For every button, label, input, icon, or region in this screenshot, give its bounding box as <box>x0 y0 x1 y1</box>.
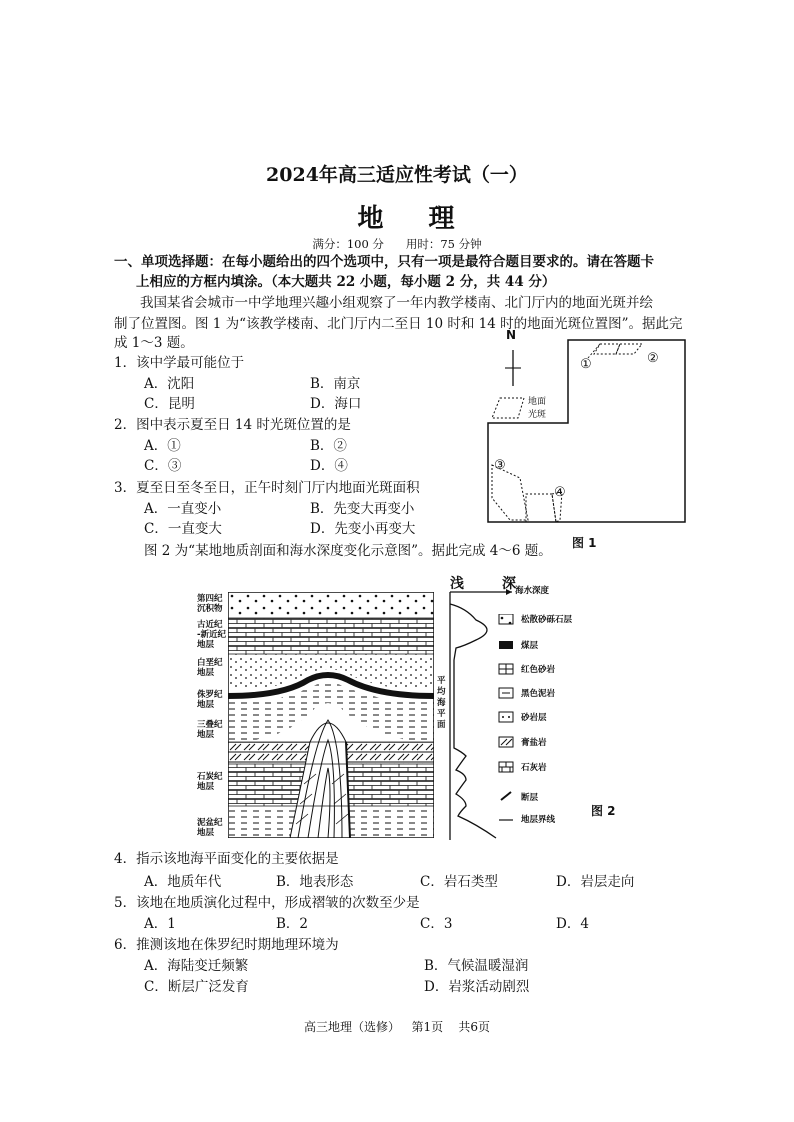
stratum-label-cretaceous: 白垩纪 地层 <box>197 658 223 678</box>
marker-4: ④ <box>554 485 566 500</box>
legend-spot-shape <box>492 398 524 418</box>
legend-gypsum: 膏盐岩 <box>521 738 547 748</box>
question-6-option-c[interactable]: C．断层广泛发育 <box>144 979 249 995</box>
legend-limestone: 石灰岩 <box>521 763 547 773</box>
stratum-label-carboniferous: 石炭纪 地层 <box>197 772 223 792</box>
stratum-label-paleogene: 古近纪 -新近纪 地层 <box>197 620 227 650</box>
stratum-label-jurassic: 侏罗纪 地层 <box>197 690 223 710</box>
question-6-stem: 6．推测该地在侏罗纪时期地理环境为 <box>114 937 339 953</box>
question-2-stem: 2．图中表示夏至日 14 时光斑位置的是 <box>114 417 351 433</box>
legend-coal: 煤层 <box>521 641 539 651</box>
question-3-option-a[interactable]: A．一直变小 <box>144 501 222 517</box>
page-footer: 高三地理（选修） 第1页 共6页 <box>304 1020 490 1034</box>
legend-gypsum-swatch <box>499 737 513 747</box>
question-6-option-d[interactable]: D．岩浆活动剧烈 <box>424 979 530 995</box>
question-1-option-b[interactable]: B．南京 <box>310 376 361 392</box>
question-3-option-c[interactable]: C．一直变大 <box>144 521 222 537</box>
legend-fault-swatch <box>501 792 511 800</box>
legend-boundary: 地层界线 <box>521 815 556 825</box>
legend-black-mudstone: 黑色泥岩 <box>521 689 556 699</box>
marker-2: ② <box>647 351 659 366</box>
legend-red-sandstone: 红色砂岩 <box>521 665 556 675</box>
question-1-option-c[interactable]: C．昆明 <box>144 396 195 412</box>
question-3-option-b[interactable]: B．先变大再变小 <box>310 501 415 517</box>
question-1-option-a[interactable]: A．沈阳 <box>144 376 195 392</box>
intro1-line1: 我国某省会城市一中学地理兴趣小组观察了一年内教学楼南、北门厅内的地面光斑并绘 <box>140 295 653 311</box>
question-5-stem: 5．该地在地质演化过程中，形成褶皱的次数至少是 <box>114 895 420 911</box>
legend-gravel-swatch <box>499 614 513 624</box>
stratum-label-devonian: 泥盆纪 地层 <box>197 818 223 838</box>
subject-title: 地 理 <box>357 204 473 234</box>
stratum-label-quaternary: 第四纪 沉积物 <box>197 594 223 614</box>
exam-meta: 满分：100 分 用时：75 分钟 <box>312 237 482 251</box>
legend-gravel: 松散砂砾石层 <box>521 615 573 625</box>
legend-sandstone: 砂岩层 <box>521 713 547 723</box>
stratum-quaternary <box>228 592 434 618</box>
question-6-option-b[interactable]: B．气候温暖湿润 <box>424 958 529 974</box>
question-2-option-a[interactable]: A．① <box>144 438 181 454</box>
question-3-stem: 3．夏至日至冬至日，正午时刻门厅内地面光斑面积 <box>114 480 420 496</box>
question-4-stem: 4．指示该地海平面变化的主要依据是 <box>114 851 339 867</box>
question-2-option-d[interactable]: D．④ <box>310 458 348 474</box>
deep-label: 深 <box>502 576 516 592</box>
exam-title: 2024年高三适应性考试（一） <box>266 164 528 186</box>
question-2-option-c[interactable]: C．③ <box>144 458 182 474</box>
marker-1: ① <box>580 357 592 372</box>
question-4-option-c[interactable]: C．岩石类型 <box>420 874 498 890</box>
marker-3: ③ <box>494 458 506 473</box>
north-label: N <box>506 328 517 342</box>
mean-sea-level-label: 平均海平面 <box>437 676 446 730</box>
intro2: 图 2 为“某地地质剖面和海水深度变化示意图”。据此完成 4～6 题。 <box>144 543 552 559</box>
question-1-stem: 1．该中学最可能位于 <box>114 355 245 371</box>
geologic-cross-section <box>228 592 434 838</box>
legend-swatches <box>498 614 516 828</box>
spot-legend-label-2: 光斑 <box>528 410 547 420</box>
spot-south-3 <box>492 465 528 520</box>
depth-curve-line <box>450 604 496 838</box>
depth-axis-label: 海水深度 <box>515 586 550 596</box>
question-3-option-d[interactable]: D．先变小再变大 <box>310 521 416 537</box>
legend-sandstone-swatch <box>499 712 513 722</box>
question-4-option-d[interactable]: D．岩层走向 <box>556 874 635 890</box>
question-2-option-b[interactable]: B．② <box>310 438 347 454</box>
spot-north-a <box>594 344 620 354</box>
stratum-paleogene-neogene <box>228 618 434 654</box>
question-4-option-a[interactable]: A．地质年代 <box>144 874 222 890</box>
question-6-option-a[interactable]: A．海陆变迁频繁 <box>144 958 249 974</box>
question-4-option-b[interactable]: B．地表形态 <box>276 874 354 890</box>
section-instruction-line1: 一、单项选择题：在每小题给出的四个选项中，只有一项是最符合题目要求的。请在答题卡 <box>114 254 654 270</box>
spot-south-4 <box>526 494 556 522</box>
question-5-option-b[interactable]: B．2 <box>276 916 309 932</box>
question-5-option-c[interactable]: C．3 <box>420 916 453 932</box>
section-instruction-line2: 上相应的方框内填涂。（本大题共 22 小题，每小题 2 分，共 44 分） <box>136 274 556 290</box>
stratum-label-triassic: 三叠纪 地层 <box>197 720 223 740</box>
legend-coal-swatch <box>499 641 513 649</box>
question-5-option-d[interactable]: D．4 <box>556 916 589 932</box>
spot-legend-label-1: 地面 <box>528 397 547 407</box>
shallow-label: 浅 <box>450 576 464 592</box>
figure-2-caption: 图 2 <box>591 804 616 818</box>
intro1-line2: 制了位置图。图 1 为“该教学楼南、北门厅内二至日 10 时和 14 时的地面光斑位置图”。据此完 <box>114 316 683 332</box>
legend-fault: 断层 <box>521 793 539 803</box>
question-5-option-a[interactable]: A．1 <box>144 916 176 932</box>
question-1-option-d[interactable]: D．海口 <box>310 396 362 412</box>
intro1-line3: 成 1～3 题。 <box>114 335 194 351</box>
figure-1-caption: 图 1 <box>572 536 597 550</box>
